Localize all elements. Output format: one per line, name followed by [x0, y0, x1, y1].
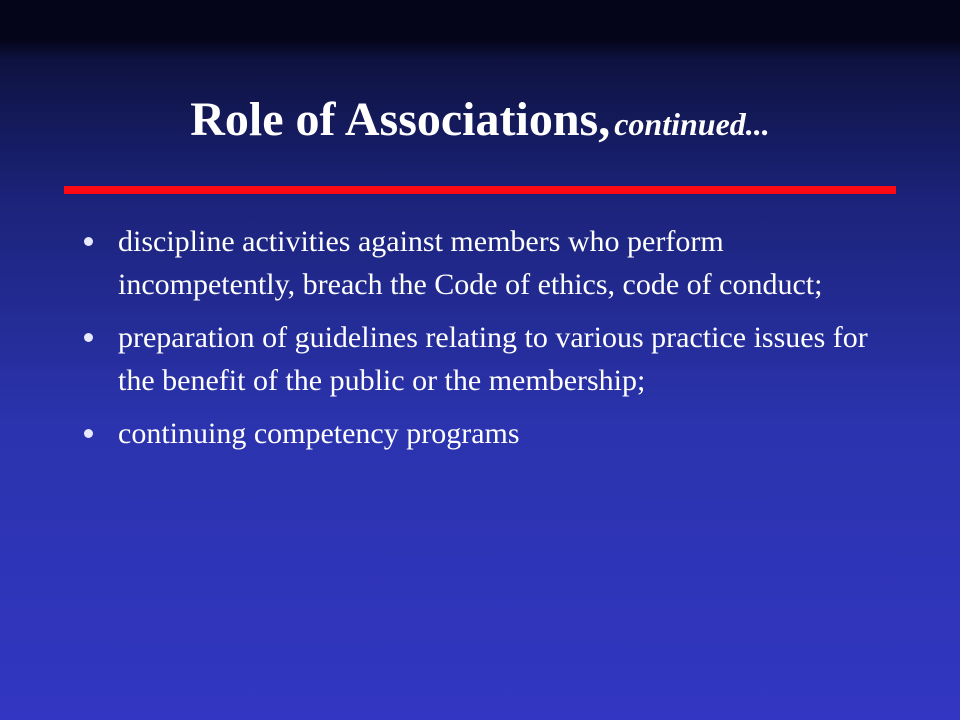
bullet-item [84, 220, 884, 306]
bullet-item [84, 412, 884, 455]
bullet-text: preparation of guidelines relating to various practice issues for the benefit of the public or the membership; [118, 321, 868, 397]
bullet-text: continuing competency programs [118, 417, 520, 450]
slide-title [0, 92, 960, 147]
bullet-list [84, 220, 884, 465]
bullet-dot-icon [84, 429, 93, 438]
title-divider [64, 186, 896, 194]
bullet-dot-icon [84, 237, 93, 246]
title-continued: continued... [614, 106, 770, 142]
bullet-text: discipline activities against members who perform incompetently, breach the Code of ethics, code of conduct; [118, 225, 823, 301]
title-main: Role of Associations, [190, 93, 611, 146]
bullet-dot-icon [84, 333, 93, 342]
bullet-item [84, 316, 884, 402]
